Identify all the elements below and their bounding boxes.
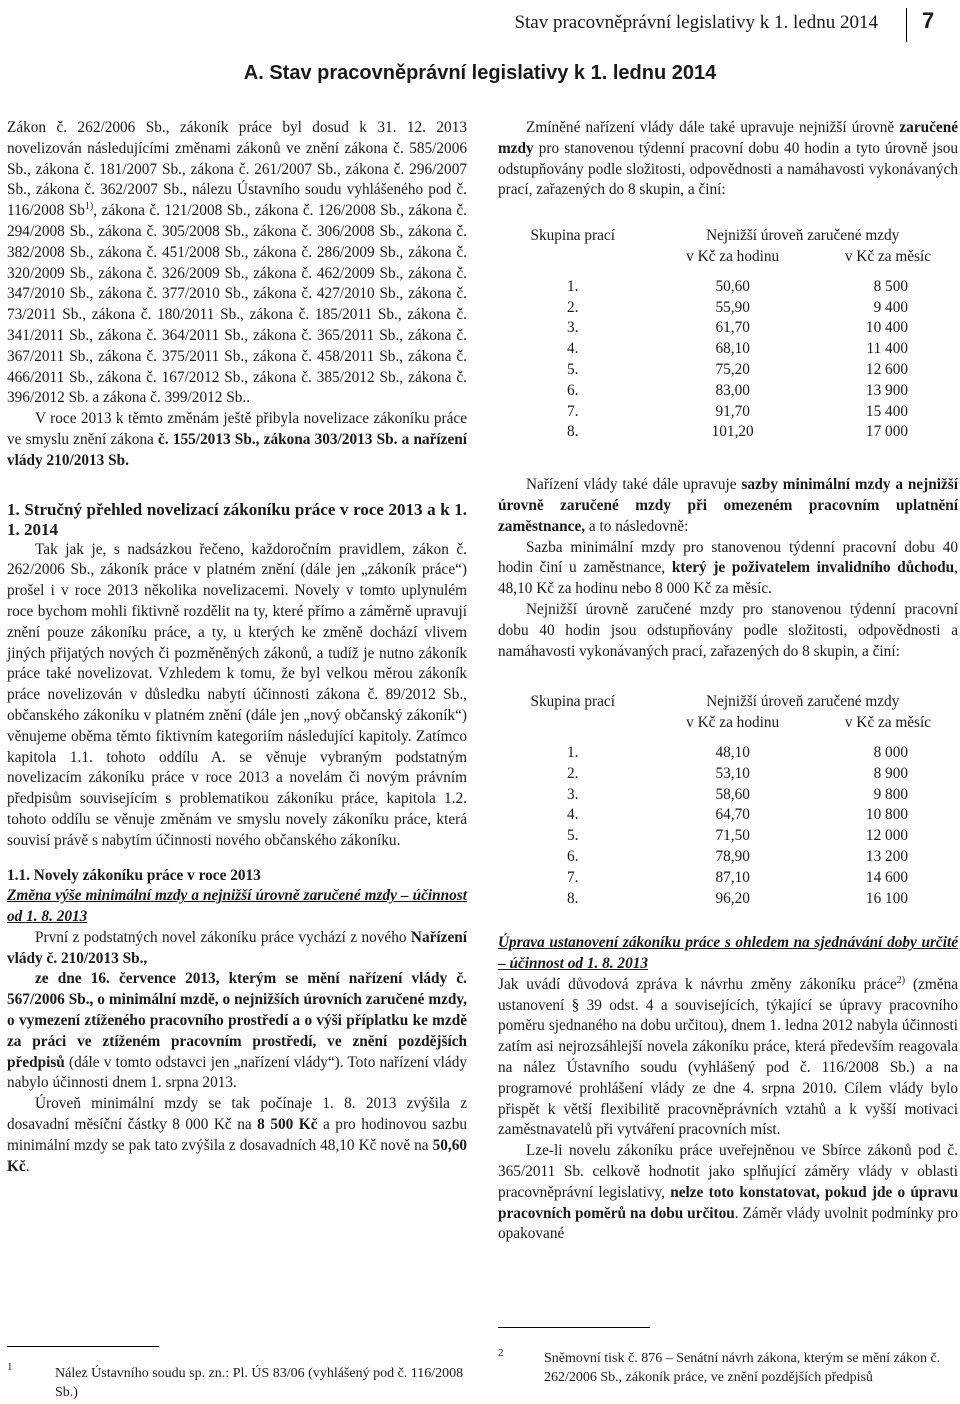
- table-row: [498, 381, 958, 402]
- paragraph-disability: Sazba minimální mzdy pro stanovenou týdenní pracovní dobu 40 hodin činí u zaměstnance, který je poživatelem invalidního důchodu, 48,10 Kč za hodinu nebo 8 000 Kč za měsíc.: [498, 538, 958, 598]
- cell-hour: 91,70: [715, 402, 750, 420]
- table-row: [498, 764, 958, 785]
- guaranteed-wage-table-2: [498, 692, 958, 909]
- cell-month: 12 000: [865, 827, 908, 845]
- cell-month: 9 400: [873, 298, 908, 316]
- cell-hour: 64,70: [715, 806, 750, 824]
- cell-month: 10 400: [865, 319, 908, 337]
- footnote-ref: 2): [896, 974, 906, 986]
- section-heading-1-1: 1.1. Novely zákoníku práce v roce 2013: [7, 866, 261, 884]
- cell-month: 8 900: [873, 764, 908, 782]
- intro-paragraph: Zákon č. 262/2006 Sb., zákoník práce byl dosud k 31. 12. 2013 novelizován následujícími změnami zákonů ve znění zákona č. 585/2006 Sb., zákona č. 181/2007 Sb., zákona č. 261/2007 Sb., zákona č. 296/2007 Sb., zákona č. 362/2007 Sb., nálezu Ústavního soudu vyhlášeného pod č. 116/2008 Sb$^{1)}$, zákona č. 121/2008 Sb., zákona č. 126/2008 Sb., zákona č. 294/2008 Sb., zákona č. 305/2008 Sb., zákona č. 306/2008 Sb., zákona č. 382/2008 Sb., zákona č. 451/2008 Sb., zákona č. 286/2009 Sb., zákona č. 320/2009 Sb., zákona č. 326/2009 Sb., zákona č. 462/2009 Sb., zákona č. 347/2010 Sb., zákona č. 377/2010 Sb., zákona č. 427/2010 Sb., zákona č. 73/2011 Sb., zákona č. 180/2011 Sb., zákona č. 185/2011 Sb., zákona č. 341/2011 Sb., zákona č. 364/2011 Sb., zákona č. 365/2011 Sb., zákona č. 367/2011 Sb., zákona č. 375/2011 Sb., zákona č. 458/2011 Sb., zákona č. 466/2011 Sb., zákona č. 167/2012 Sb., zákona č. 385/2012 Sb., zákona č. 396/2012 Sb. a zákona č. 399/2012 Sb..: [7, 119, 467, 407]
- paragraph-amendment-evaluation: Lze-li novelu zákoníku práce uveřejněnou ve Sbírce zákonů pod č. 365/2011 Sb. celkově hodnotit jako splňující záměry vlády v oblasti pracovněprávní legislativy, nelze toto konstatovat, pokud jde o úpravu pracovních poměrů na dobu určitou. Záměr vlády uvolnit podmínky pro opakované: [498, 1142, 959, 1243]
- cell-group: 7.: [566, 402, 579, 420]
- table-row: [498, 298, 958, 319]
- cell-month: 12 600: [865, 360, 908, 378]
- paragraph-overview: Tak jak je, s nadsázkou řečeno, každoročním pravidlem, zákon č. 262/2006 Sb., zákoník práce v platném znění (dále jen „zákoník práce“) prošel i v roce 2013 několika novelizacemi. Novely v tomto uplynulém roce bychom mohli fiktivně rozdělit na ty, které přímo a záměrně upravují znění pouze zákoníku práce, a ty, u kterých ke změně dochází vlivem jiných přijatých nových či pozměněných zákonů, a tudíž je nutno zákoník práce také novelizovat. Vzhledem k tomu, že byl velkou měrou zákoník práce novelizován v důsledku nabytí účinnosti zákona č. 89/2012 Sb., občanského zákoníku v platném znění (dále jen „nový občanský zákoník“) věnujeme oběma těmto fiktivním kategoriím následující kapitoly. Zatímco kapitola 1.1. tohoto oddílu A. se věnuje vybraným podstatným novelizacím zákoníku práce v roce 2013 a novelám či novým právním předpisům souvisejícím s problematikou zákoníku práce, kapitola 1.2. tohoto oddílu se věnuje změnám ve smyslu novely zákoníku práce, která souvisí právě s nabytím účinnosti nového občanského zákoníku.: [7, 540, 467, 849]
- table-row: [498, 826, 958, 847]
- table-row: [498, 277, 958, 298]
- cell-month: 9 800: [873, 785, 908, 803]
- cell-hour: 61,70: [715, 319, 750, 337]
- table-row: [498, 847, 958, 868]
- header-divider: [906, 8, 907, 42]
- cell-hour: 55,90: [715, 298, 750, 316]
- cell-month: 8 000: [873, 743, 908, 761]
- cell-group: 4.: [566, 806, 579, 824]
- cell-month: 15 400: [865, 402, 908, 420]
- cell-group: 2.: [566, 298, 579, 316]
- cell-hour: 50,60: [715, 277, 750, 295]
- cell-group: 5.: [566, 827, 579, 845]
- table-header-hour: v Kč za hodinu: [686, 714, 780, 732]
- cell-group: 2.: [566, 764, 579, 782]
- cell-month: 8 500: [873, 277, 908, 295]
- paragraph-explanatory-report: Jak uvádí důvodová zpráva k návrhu změny zákoníku práce$^{2)}$ (změna ustanovení § 39 odst. 4 a souvisejících, týkající se úpravy pracovního poměru sjednaného na dobu určitou), dnem 1. ledna 2012 nabyla účinnosti zatím asi nejrozsáhlejší novela zákoníku práce, která především reagovala na nález Ústavního soudu (vyhlášený pod č. 116/2008 Sb.) a na programové prohlášení vlády ze dne 4. srpna 2010. Cílem vlády bylo přispět k větší flexibilitě pracovněprávních vztahů a k vyšší motivaci zaměstnavatelů při vytváření pracovních míst.: [498, 974, 959, 1139]
- table-row: [498, 360, 958, 381]
- running-header: [0, 6, 960, 38]
- table-header-group: Skupina prací: [530, 227, 615, 245]
- cell-month: 13 900: [865, 381, 908, 399]
- footnote-ref: 1): [84, 201, 94, 213]
- table-header-main: Nejnižší úroveň zaručené mzdy: [706, 227, 900, 245]
- page-number: 7: [922, 8, 935, 33]
- footnote-rule-right: [498, 1327, 650, 1328]
- cell-group: 1.: [566, 277, 579, 295]
- cell-hour: 68,10: [715, 340, 750, 358]
- paragraph-min-wage-level: Úroveň minimální mzdy se tak počínaje 1. 8. 2013 zvýšila z dosavadní měsíční částky 8 000 Kč na 8 500 Kč a pro hodinovou sazbu minimální mzdy se pak tato zvýšila z dosavadních 48,10 Kč nově na 50,60 Kč.: [7, 1095, 467, 1175]
- paragraph-guaranteed-wage-2: Nejnižší úrovně zaručené mzdy pro stanovenou týdenní pracovní dobu 40 hodin jsou odstupňovány podle složitosti, odpovědnosti a namáhavosti vykonávaných prací, zařazených do 8 skupin, a činí:: [498, 600, 958, 660]
- cell-hour: 71,50: [715, 827, 750, 845]
- page-title: A. Stav pracovněprávní legislativy k 1. lednu 2014: [243, 62, 717, 84]
- cell-hour: 83,00: [715, 381, 750, 399]
- table-row: [498, 318, 958, 339]
- cell-hour: 101,20: [711, 423, 754, 441]
- cell-month: 17 000: [865, 423, 908, 441]
- cell-group: 6.: [566, 847, 579, 865]
- left-column: [7, 118, 467, 1177]
- cell-group: 5.: [566, 360, 579, 378]
- section-heading-1: 1. Stručný přehled novelizací zákoníku práce v roce 2013 a k 1. 1. 2014: [7, 499, 467, 539]
- subheading-fixed-term: Úprava ustanovení zákoníku práce s ohledem na sjednávání doby určité – účinnost od 1. 8. 2013: [498, 934, 958, 973]
- cell-group: 8.: [566, 423, 579, 441]
- cell-hour: 48,10: [715, 743, 750, 761]
- table-header-month: v Kč za měsíc: [844, 714, 932, 732]
- footnote-rule-left: [7, 1346, 159, 1347]
- cell-hour: 87,10: [715, 868, 750, 886]
- footnote-2: 2 Sněmovní tisk č. 876 – Senátní návrh zákona, kterým se mění zákon č. 262/2006 Sb., zákoník práce, ve znění pozdějších předpisů: [498, 1347, 941, 1385]
- paragraph-guaranteed-wage: Zmíněné nařízení vlády dále také upravuje nejnižší úrovně zaručené mzdy pro stanovenou týdenní pracovní dobu 40 hodin a tyto úrovně jsou odstupňovány podle složitosti, odpovědnosti a namáhavosti vykonávaných prací, zařazených do 8 skupin, a činí:: [498, 119, 958, 199]
- table-row: [498, 743, 958, 764]
- paragraph-2013-additions: V roce 2013 k těmto změnám ještě přibyla novelizace zákoníku práce ve smyslu znění zákona č. 155/2013 Sb., zákona 303/2013 Sb. a nařízení vlády 210/2013 Sb.: [7, 410, 467, 469]
- cell-month: 10 800: [865, 806, 908, 824]
- table-row: [498, 785, 958, 806]
- cell-group: 3.: [566, 785, 579, 803]
- cell-hour: 96,20: [715, 889, 750, 907]
- cell-group: 6.: [566, 381, 579, 399]
- cell-group: 7.: [566, 868, 579, 886]
- table-row: [498, 422, 958, 443]
- cell-hour: 78,90: [715, 847, 750, 865]
- guaranteed-wage-table-1: [498, 226, 958, 443]
- footnote-1: 1 Nález Ústavního soudu sp. zn.: Pl. ÚS 83/06 (vyhlášený pod č. 116/2008 Sb.): [7, 1361, 464, 1400]
- table-row: [498, 402, 958, 423]
- cell-group: 1.: [566, 743, 579, 761]
- table-header-month: v Kč za měsíc: [844, 247, 932, 265]
- table-row: [498, 339, 958, 360]
- cell-month: 13 200: [865, 847, 908, 865]
- right-column: [498, 118, 958, 1245]
- cell-group: 3.: [566, 319, 579, 337]
- table-row: [498, 889, 958, 910]
- paragraph-reduced-capacity: Nařízení vlády také dále upravuje sazby minimální mzdy a nejnižší úrovně zaručené mzdy při omezeném pracovním uplatnění zaměstnance, a to následovně:: [498, 476, 958, 535]
- table-row: [498, 805, 958, 826]
- cell-month: 16 100: [865, 889, 908, 907]
- cell-hour: 75,20: [715, 360, 750, 378]
- cell-month: 14 600: [865, 868, 908, 886]
- cell-group: 4.: [566, 340, 579, 358]
- table-header-main: Nejnižší úroveň zaručené mzdy: [706, 693, 900, 711]
- table-header-group: Skupina prací: [530, 693, 615, 711]
- paragraph-decree: První z podstatných novel zákoníku práce vychází z nového Nařízení vlády č. 210/2013 Sb., ze dne 16. července 2013, kterým se mění nařízení vlády č. 567/2006 Sb., o minimální mzdě, o nejnižších úrovních zaručené mzdy, o vymezení ztíženého pracovního prostředí a o výši příplatku ke mzdě za práci ve ztíženém pracovním prostředí, ve znění pozdějších předpisů (dále v tomto odstavci jen „nařízení vlády“). Toto nařízení vlády nabylo účinnosti dnem 1. srpna 2013.: [7, 928, 467, 1092]
- cell-month: 11 400: [866, 340, 908, 358]
- cell-hour: 53,10: [715, 764, 750, 782]
- running-title: Stav pracovněprávní legislativy k 1. lednu 2014: [514, 12, 878, 33]
- cell-group: 8.: [566, 889, 579, 907]
- subheading-min-wage: Změna výše minimální mzdy a nejnižší úrovně zaručené mzdy – účinnost od 1. 8. 2013: [7, 887, 467, 926]
- table-row: [498, 868, 958, 889]
- cell-hour: 58,60: [715, 785, 750, 803]
- table-header-hour: v Kč za hodinu: [686, 247, 780, 265]
